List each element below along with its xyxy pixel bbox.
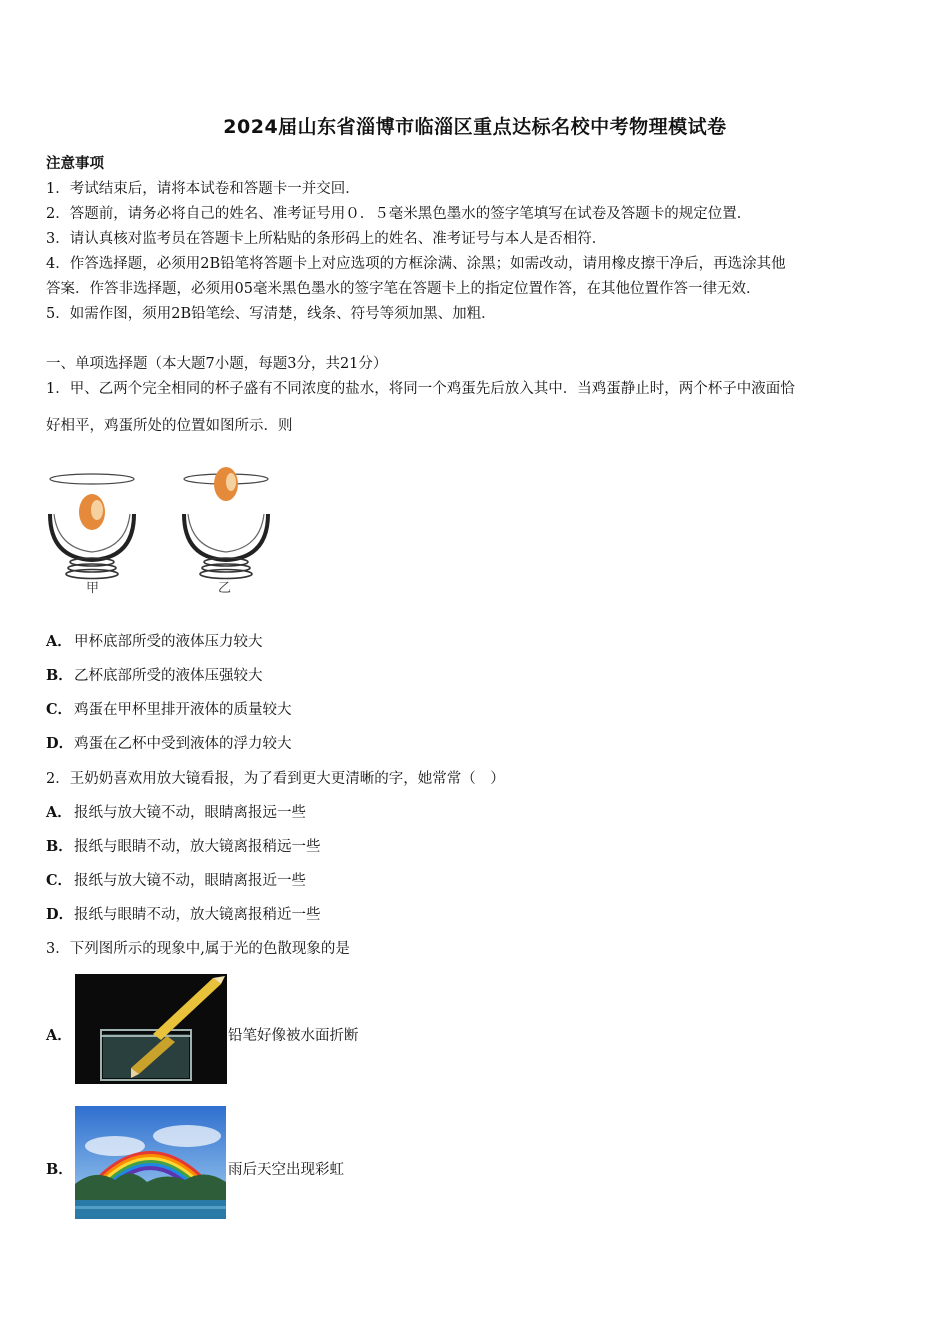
option-text: 报纸与放大镜不动，眼睛离报近一些 — [74, 873, 306, 889]
option-text: 鸡蛋在乙杯中受到液体的浮力较大 — [74, 736, 292, 752]
question-3-stem: 3．下列图所示的现象中,属于光的色散现象的是 — [46, 941, 350, 957]
notice-item: 3．请认真核对监考员在答题卡上所粘贴的条形码上的姓名、准考证号与本人是否相符． — [46, 231, 607, 247]
rainbow-image — [75, 1106, 226, 1219]
question-2-option-c — [46, 869, 306, 890]
question-1-option-a — [46, 630, 263, 651]
option-letter: A． — [46, 633, 72, 650]
option-letter: C． — [46, 872, 73, 889]
notice-item: 1．考试结束后，请将本试卷和答题卡一并交回． — [46, 181, 360, 197]
section-heading: 一、单项选择题（本大题7小题，每题3分，共21分） — [46, 356, 388, 372]
question-1-stem: 1．甲、乙两个完全相同的杯子盛有不同浓度的盐水，将同一个鸡蛋先后放入其中．当鸡蛋静止时，两个杯子中液面恰 — [46, 381, 795, 397]
notice-heading: 注意事项 — [46, 155, 104, 172]
figure-label-right: 乙 — [218, 581, 232, 596]
rainbow-illustration — [75, 1106, 226, 1219]
option-letter: A． — [46, 804, 72, 821]
option-letter: B． — [46, 667, 73, 684]
option-letter: C． — [46, 701, 73, 718]
question-2-option-d — [46, 903, 321, 924]
notice-item: 答案．作答非选择题，必须用05毫米黑色墨水的签字笔在答题卡上的指定位置作答，在其他位置作答一律无效． — [46, 281, 761, 297]
question-3-option-b-caption: 雨后天空出现彩虹 — [228, 1162, 344, 1178]
option-letter: D． — [46, 735, 74, 752]
question-3-option-a-caption: 铅笔好像被水面折断 — [228, 1028, 359, 1044]
option-text: 鸡蛋在甲杯里排开液体的质量较大 — [74, 702, 292, 718]
page-title: 2024届山东省淄博市临淄区重点达标名校中考物理模试卷 — [223, 116, 727, 138]
question-1-option-c — [46, 698, 292, 719]
question-2-stem: 2．王奶奶喜欢用放大镜看报，为了看到更大更清晰的字，她常常（ ） — [46, 771, 505, 787]
eggs-in-glasses-figure — [40, 448, 280, 600]
glass-left — [50, 474, 134, 579]
notice-item: 5．如需作图，须用2B铅笔绘、写清楚，线条、符号等须加黑、加粗． — [46, 306, 496, 322]
option-text: 报纸与眼睛不动，放大镜离报稍近一些 — [74, 907, 321, 923]
question-3-option-a-letter: A． — [46, 1027, 72, 1044]
option-text: 报纸与放大镜不动，眼睛离报远一些 — [74, 805, 306, 821]
question-1-option-d — [46, 732, 292, 753]
option-text: 乙杯底部所受的液体压强较大 — [74, 668, 263, 684]
option-text: 报纸与眼睛不动，放大镜离报稍远一些 — [74, 839, 321, 855]
notice-item: 2．答题前，请务必将自己的姓名、准考证号用０．５毫米黑色墨水的签字笔填写在试卷及答题卡的规定位置． — [46, 206, 752, 222]
pencil-in-water-image — [75, 974, 227, 1084]
question-1-stem-continued: 好相平，鸡蛋所处的位置如图所示．则 — [46, 418, 293, 434]
option-letter: D． — [46, 906, 74, 923]
question-1-option-b — [46, 664, 263, 685]
question-2-option-a — [46, 801, 306, 822]
question-2-option-b — [46, 835, 321, 856]
option-letter: B． — [46, 838, 73, 855]
question-3-option-b-letter: B． — [46, 1161, 73, 1178]
option-text: 甲杯底部所受的液体压力较大 — [74, 634, 263, 650]
figure-label-left: 甲 — [86, 581, 100, 596]
pencil-in-water-illustration — [75, 974, 227, 1084]
notice-item: 4．作答选择题，必须用2B铅笔将答题卡上对应选项的方框涂满、涂黑；如需改动，请用橡皮擦干净后，再选涂其他 — [46, 256, 786, 272]
glass-right — [184, 467, 268, 579]
eggs-in-glasses-illustration — [40, 448, 280, 600]
